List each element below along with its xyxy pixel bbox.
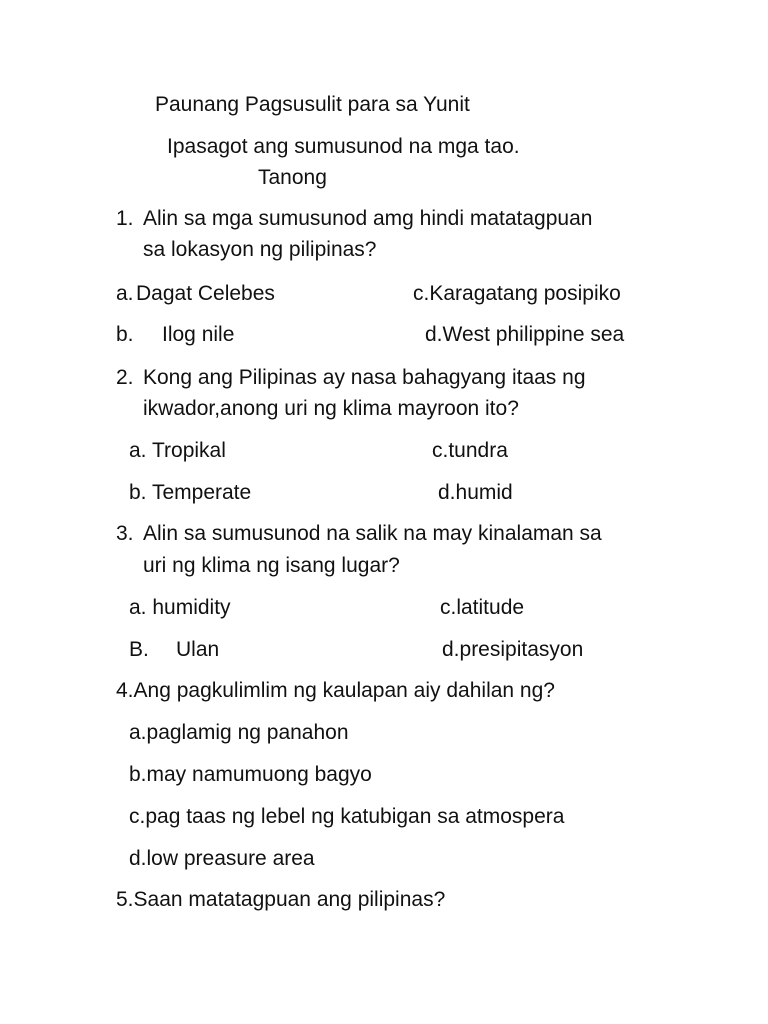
- question-3-choice-b: Ulan: [176, 638, 220, 661]
- question-3-text-line1: Alin sa sumusunod na salik na may kinalaman sa: [143, 522, 602, 545]
- question-2-choice-a: a. Tropikal: [129, 439, 226, 462]
- question-1-choice-b-label: b.: [116, 323, 134, 346]
- question-2-choice-c: c.tundra: [432, 439, 508, 462]
- question-1-choice-a: Dagat Celebes: [136, 282, 275, 305]
- question-1-choice-a-label: a.: [116, 282, 134, 305]
- question-2-text-line2: ikwador,anong uri ng klima mayroon ito?: [143, 397, 519, 420]
- question-1-text-line2: sa lokasyon ng pilipinas?: [143, 238, 377, 261]
- question-1-choice-c: c.Karagatang posipiko: [413, 282, 621, 305]
- question-5-text: 5.Saan matatagpuan ang pilipinas?: [116, 888, 446, 911]
- question-2-number: 2.: [116, 366, 134, 389]
- question-2-choice-d: d.humid: [438, 481, 513, 504]
- question-2-choice-b: b. Temperate: [129, 481, 252, 504]
- question-4-choice-d: d.low preasure area: [129, 847, 315, 870]
- question-3-choice-c: c.latitude: [440, 596, 525, 619]
- question-3-text-line2: uri ng klima ng isang lugar?: [143, 554, 400, 577]
- question-3-choice-a: a. humidity: [129, 596, 231, 619]
- document-instruction: Ipasagot ang sumusunod na mga tao.: [167, 135, 520, 158]
- question-1-choice-d: d.West philippine sea: [425, 323, 625, 346]
- document-subheading: Tanong: [258, 166, 327, 189]
- question-4-choice-b: b.may namumuong bagyo: [129, 763, 372, 786]
- question-4-choice-c: c.pag taas ng lebel ng katubigan sa atmospera: [129, 805, 565, 828]
- question-1-number: 1.: [116, 207, 134, 230]
- question-3-choice-b-label: B.: [129, 638, 149, 661]
- question-4-text: 4.Ang pagkulimlim ng kaulapan aiy dahilan ng?: [116, 679, 555, 702]
- question-2-text-line1: Kong ang Pilipinas ay nasa bahagyang itaas ng: [143, 366, 586, 389]
- question-3-number: 3.: [116, 522, 134, 545]
- question-4-choice-a: a.paglamig ng panahon: [129, 721, 349, 744]
- question-1-choice-b: Ilog nile: [162, 323, 235, 346]
- question-3-choice-d: d.presipitasyon: [442, 638, 584, 661]
- document-title: Paunang Pagsusulit para sa Yunit: [155, 93, 470, 116]
- question-1-text-line1: Alin sa mga sumusunod amg hindi matatagpuan: [143, 207, 593, 230]
